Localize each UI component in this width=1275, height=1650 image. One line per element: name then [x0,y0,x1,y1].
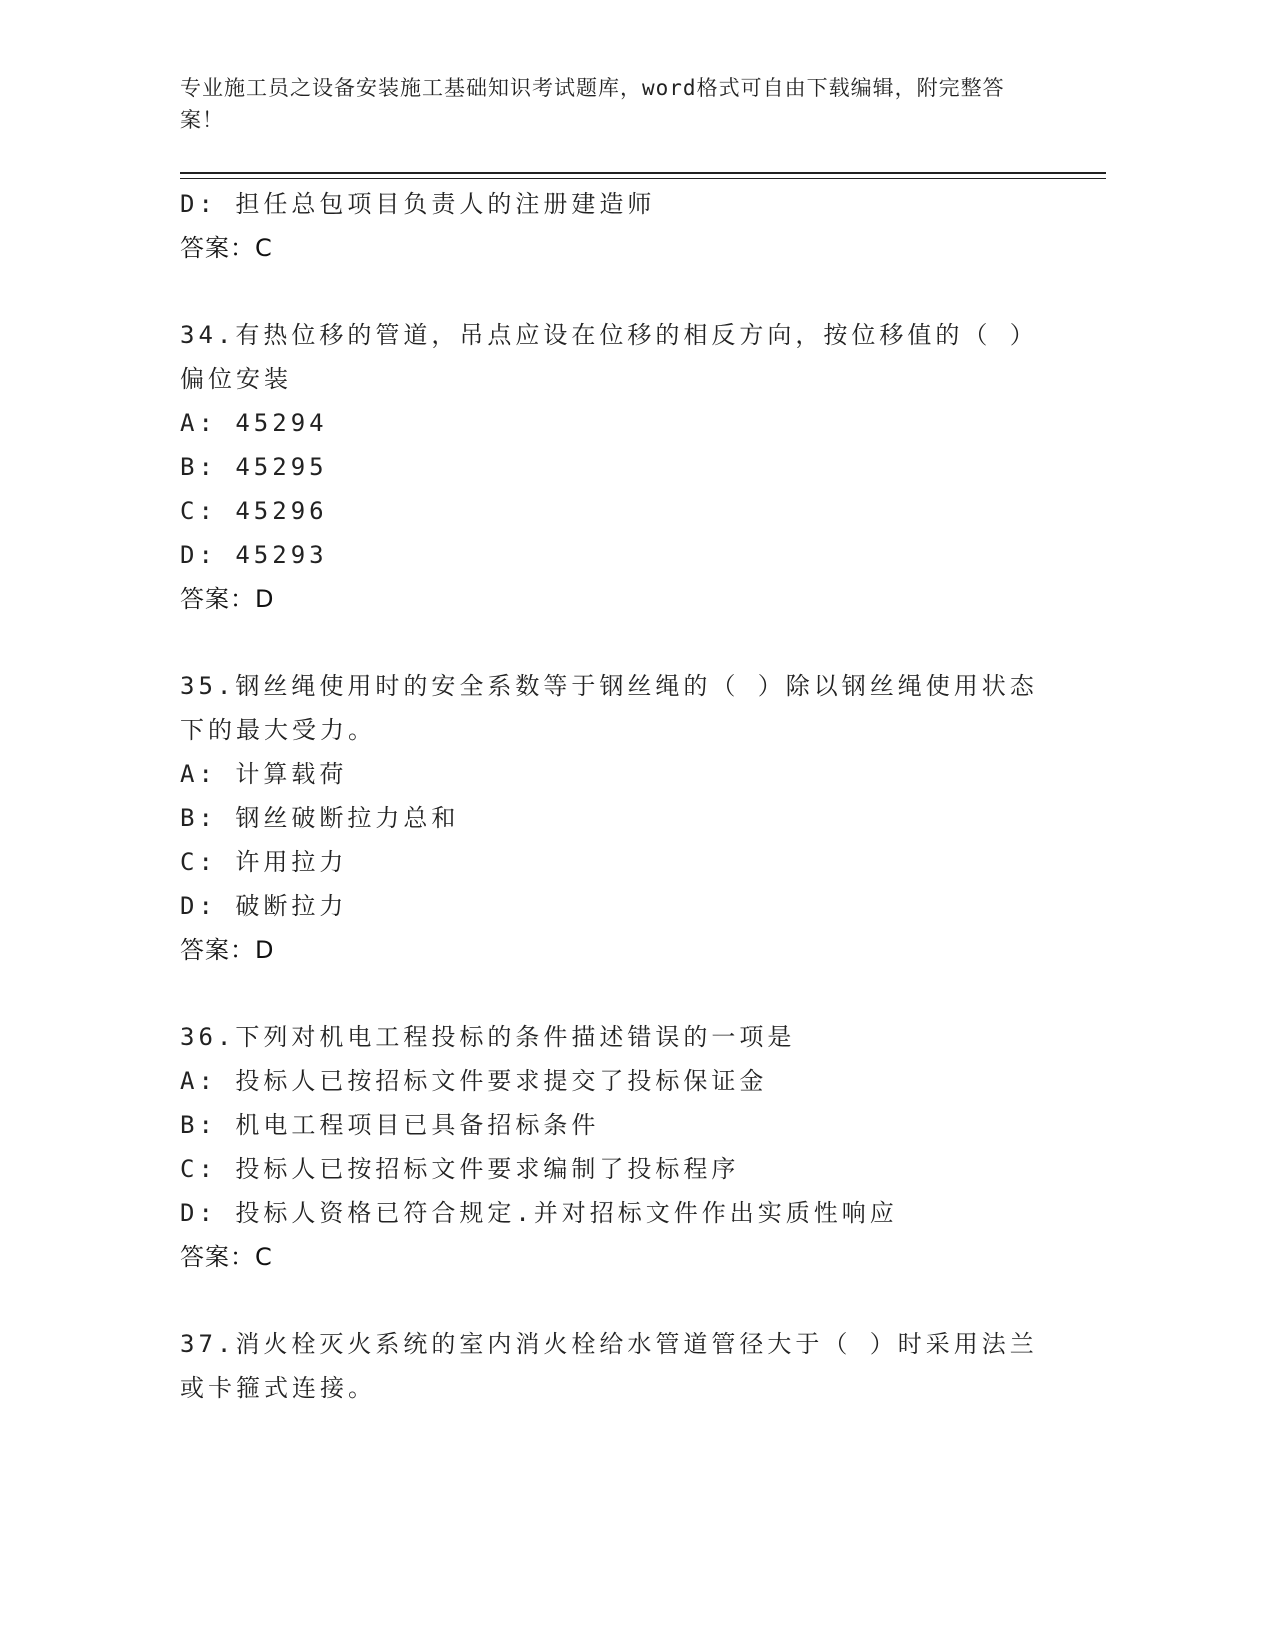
option-d: D: 担任总包项目负责人的注册建造师 [180,190,656,218]
option-a: A: 投标人已按招标文件要求提交了投标保证金 [180,1067,768,1095]
document-header: 专业施工员之设备安装施工基础知识考试题库，word格式可自由下载编辑，附完整答案！ [180,76,1005,132]
option-a: A: 45294 [180,409,328,437]
question-stem-cont: 或卡箍式连接。 [180,1374,376,1402]
option-b: B: 钢丝破断拉力总和 [180,804,460,832]
option-d: D: 投标人资格已符合规定.并对招标文件作出实质性响应 [180,1199,898,1227]
header-divider-thin [180,178,1106,179]
question-stem: 34.有热位移的管道，吊点应设在位移的相反方向，按位移值的（ ） [180,321,1038,349]
option-a: A: 计算载荷 [180,760,348,788]
option-c: C: 45296 [180,497,328,525]
answer-label: 答案：C [180,234,273,262]
question-35 [180,664,1040,972]
question-37 [180,1322,1040,1410]
option-c: C: 投标人已按招标文件要求编制了投标程序 [180,1155,740,1183]
header-divider-thick [180,172,1106,174]
option-d: D: 破断拉力 [180,892,348,920]
question-stem-cont: 偏位安装 [180,365,292,393]
answer-label: 答案：D [180,585,275,613]
question-stem: 35.钢丝绳使用时的安全系数等于钢丝绳的（ ）除以钢丝绳使用状态 [180,672,1038,700]
option-b: B: 机电工程项目已具备招标条件 [180,1111,600,1139]
answer-label: 答案：D [180,936,275,964]
carryover-block [180,182,1040,270]
option-b: B: 45295 [180,453,328,481]
answer-label: 答案：C [180,1243,273,1271]
question-stem: 36.下列对机电工程投标的条件描述错误的一项是 [180,1023,796,1051]
option-c: C: 许用拉力 [180,848,348,876]
question-34 [180,313,1040,621]
question-content [180,182,1040,1410]
question-stem: 37.消火栓灭火系统的室内消火栓给水管道管径大于（ ）时采用法兰 [180,1330,1038,1358]
question-stem-cont: 下的最大受力。 [180,716,376,744]
question-36 [180,1015,1040,1279]
option-d: D: 45293 [180,541,328,569]
